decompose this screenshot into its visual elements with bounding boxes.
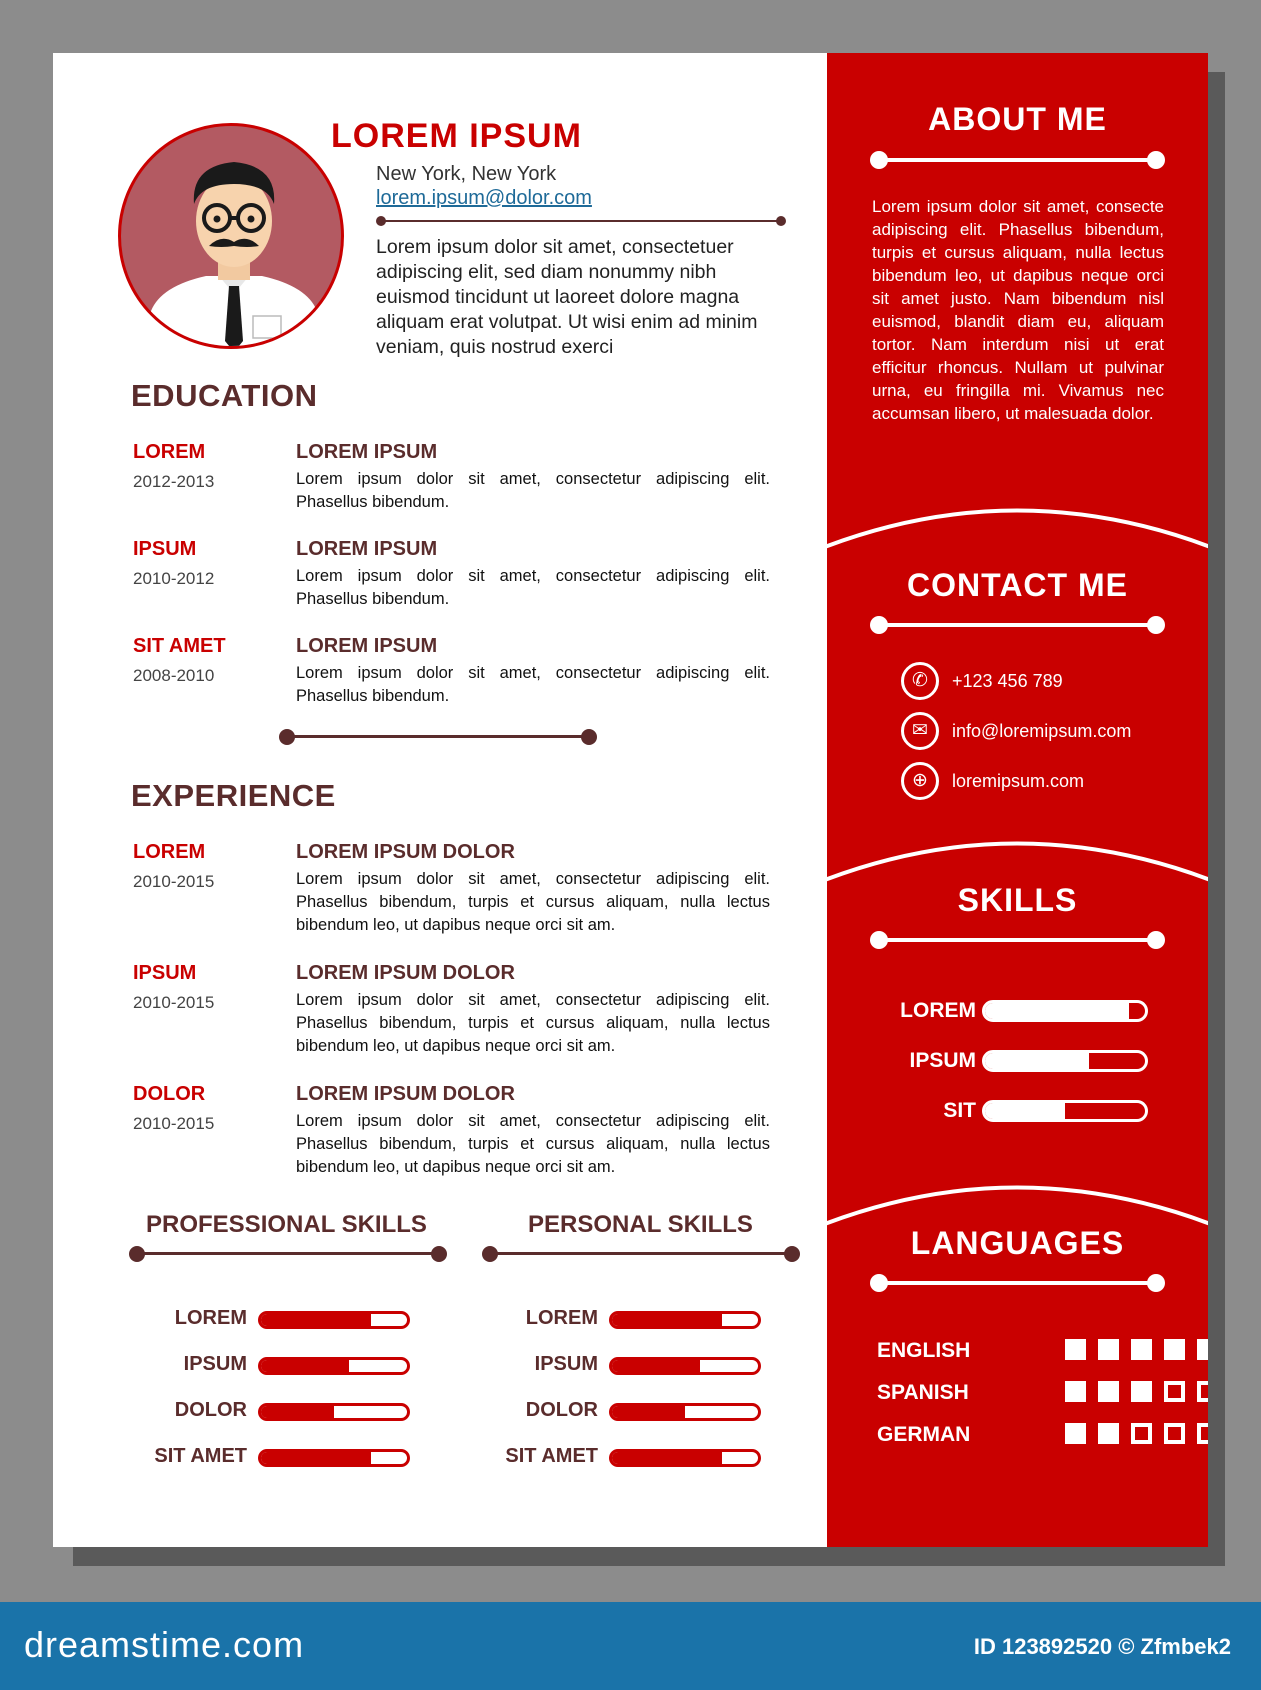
divider-dot [870, 151, 888, 169]
right-column [827, 53, 1208, 1547]
divider-dot [1147, 616, 1165, 634]
about-text: Lorem ipsum dolor sit amet, consecte adipiscing elit. Phasellus bibendum, turpis et cursus aliquam, nulla lectus bibendum leo, ut dapibus neque orci sit amet justo. Nam bibendum nisl euismod, blandit diam eu, aliquam tortor. Nam interdum nisi ut erat efficitur rhoncus. Nullam ut pulvinar urna, eu fringilla mi. Vivamus nec accumsan libero, ut malesuada dolor. [872, 197, 1164, 423]
language-level-box [1131, 1339, 1152, 1360]
entry-text: Lorem ipsum dolor sit amet, consectetur adipiscing elit. Phasellus bibendum, turpis et cursus aliquam, nulla lectus bibendum leo, ut dapibus neque orci sit am. [296, 1112, 770, 1176]
section-divider-dot [581, 729, 597, 745]
divider-dot [1147, 151, 1165, 169]
language-level-box [1098, 1381, 1119, 1402]
language-label: SPANISH [877, 1381, 969, 1404]
skill-bar [609, 1403, 761, 1421]
divider-dot [870, 616, 888, 634]
skill-label: IPSUM [909, 1049, 976, 1072]
entry-title: LOREM IPSUM [296, 441, 438, 463]
footer-bar [0, 1602, 1261, 1690]
language-level-box [1131, 1423, 1152, 1444]
header-divider-dot [776, 216, 786, 226]
skill-label: LOREM [525, 1307, 598, 1329]
section-divider [287, 735, 587, 738]
skill-label: SIT AMET [154, 1445, 247, 1467]
entry-years: 2010-2015 [133, 1114, 215, 1133]
language-level-box [1098, 1423, 1119, 1444]
skill-label: LOREM [900, 999, 976, 1022]
header-divider-dot [376, 216, 386, 226]
skill-bar [982, 1000, 1148, 1022]
personal-skills-divider [490, 1252, 790, 1255]
language-level [1065, 1339, 1208, 1360]
entry-title: LOREM IPSUM DOLOR [296, 962, 515, 984]
entry-title: LOREM IPSUM [296, 635, 438, 657]
contact-title: CONTACT ME [907, 567, 1128, 603]
contact-website[interactable]: loremipsum.com [952, 771, 1085, 791]
experience-entry-meta [133, 841, 283, 892]
divider-dot [431, 1246, 447, 1262]
entry-text: Lorem ipsum dolor sit amet, consectetur adipiscing elit. Phasellus bibendum. [296, 664, 770, 705]
skill-label: LOREM [174, 1307, 247, 1329]
divider-dot [784, 1246, 800, 1262]
entry-years: 2008-2010 [133, 666, 215, 685]
entry-text: Lorem ipsum dolor sit amet, consectetur adipiscing elit. Phasellus bibendum. [296, 470, 770, 511]
skill-bar-fill [261, 1360, 349, 1372]
divider-dot [870, 1274, 888, 1292]
candidate-summary: Lorem ipsum dolor sit amet, consectetuer adipiscing elit, sed diam nonummy nibh euismod tincidunt ut laoreet dolore magna aliquam erat volutpat. Ut wisi enim ad minim veniam, quis nostrud exerci [376, 236, 758, 358]
skill-label: SIT [943, 1099, 976, 1122]
language-level-box [1164, 1423, 1185, 1444]
language-level-box [1098, 1339, 1119, 1360]
skill-label: IPSUM [183, 1353, 247, 1375]
divider-dot [482, 1246, 498, 1262]
skill-label: SIT AMET [505, 1445, 598, 1467]
experience-entry [296, 1083, 770, 1179]
skill-bar [609, 1449, 761, 1467]
phone-icon: ✆ [901, 662, 939, 700]
entry-tag: DOLOR [133, 1083, 206, 1105]
language-level [1065, 1423, 1208, 1444]
globe-icon: ⊕ [901, 762, 939, 800]
skill-bar-fill [612, 1360, 700, 1372]
language-level-box [1197, 1423, 1208, 1444]
arc-divider [827, 826, 1208, 886]
language-level-box [1197, 1381, 1208, 1402]
skill-bar [258, 1449, 410, 1467]
entry-tag: IPSUM [133, 962, 197, 984]
language-label: GERMAN [877, 1423, 971, 1446]
language-level-box [1131, 1381, 1152, 1402]
skill-bar-fill [985, 1003, 1129, 1019]
skill-bar-fill [612, 1406, 685, 1418]
skill-bar-fill [985, 1053, 1089, 1069]
education-entry [296, 538, 770, 611]
education-title: EDUCATION [131, 378, 318, 413]
entry-years: 2010-2012 [133, 569, 215, 588]
entry-tag: SIT AMET [133, 635, 226, 657]
contact-divider [879, 623, 1156, 627]
skill-bar [258, 1311, 410, 1329]
language-level-box [1197, 1339, 1208, 1360]
experience-title: EXPERIENCE [131, 778, 336, 813]
skill-bar-fill [985, 1103, 1065, 1119]
education-entry-meta [133, 441, 283, 492]
languages-divider [879, 1281, 1156, 1285]
candidate-name: LOREM IPSUM [331, 117, 582, 155]
entry-years: 2012-2013 [133, 472, 215, 491]
mail-icon: ✉ [901, 712, 939, 750]
language-level-box [1164, 1381, 1185, 1402]
professional-skills-divider [137, 1252, 437, 1255]
arc-divider [827, 1170, 1208, 1230]
resume-sheet [53, 53, 1208, 1547]
skill-bar-fill [261, 1314, 371, 1326]
entry-tag: LOREM [133, 841, 206, 863]
about-divider [879, 158, 1156, 162]
entry-title: LOREM IPSUM [296, 538, 438, 560]
language-level [1065, 1381, 1208, 1402]
skill-bar [609, 1357, 761, 1375]
footer-image-id: ID 123892520 © Zfmbek2 [973, 1634, 1231, 1659]
footer-brand: dreamstime.com [24, 1624, 305, 1665]
contact-phone[interactable]: +123 456 789 [952, 671, 1063, 691]
skill-bar-fill [612, 1314, 722, 1326]
skill-label: DOLOR [174, 1399, 247, 1421]
entry-years: 2010-2015 [133, 872, 215, 891]
experience-entry [296, 841, 770, 937]
personal-skills-title: PERSONAL SKILLS [528, 1211, 753, 1238]
skill-bar [258, 1357, 410, 1375]
entry-text: Lorem ipsum dolor sit amet, consectetur adipiscing elit. Phasellus bibendum, turpis et cursus aliquam, nulla lectus bibendum leo, ut dapibus neque orci sit am. [296, 991, 770, 1055]
experience-entry [296, 962, 770, 1058]
contact-email[interactable]: info@loremipsum.com [952, 721, 1132, 741]
avatar-illustration [121, 126, 344, 349]
divider-dot [1147, 931, 1165, 949]
education-entry-meta [133, 538, 283, 589]
candidate-location: New York, New York [376, 163, 557, 185]
header-divider [383, 220, 783, 222]
skill-bar [258, 1403, 410, 1421]
skill-bar-fill [612, 1452, 722, 1464]
avatar [118, 123, 344, 349]
left-column [53, 53, 827, 1547]
skill-label: DOLOR [525, 1399, 598, 1421]
entry-title: LOREM IPSUM DOLOR [296, 841, 515, 863]
experience-entry-meta [133, 962, 283, 1013]
skills-title: SKILLS [957, 882, 1078, 918]
entry-text: Lorem ipsum dolor sit amet, consectetur adipiscing elit. Phasellus bibendum. [296, 567, 770, 608]
about-title: ABOUT ME [928, 101, 1107, 137]
language-label: ENGLISH [877, 1339, 971, 1362]
education-entry [296, 635, 770, 708]
entry-tag: LOREM [133, 441, 206, 463]
language-level-box [1065, 1339, 1086, 1360]
arc-divider [827, 493, 1208, 553]
education-entry [296, 441, 770, 514]
divider-dot [870, 931, 888, 949]
language-level-box [1164, 1339, 1185, 1360]
section-divider-dot [279, 729, 295, 745]
skills-divider [879, 938, 1156, 942]
entry-title: LOREM IPSUM DOLOR [296, 1083, 515, 1105]
professional-skills-title: PROFESSIONAL SKILLS [146, 1211, 427, 1238]
entry-text: Lorem ipsum dolor sit amet, consectetur adipiscing elit. Phasellus bibendum, turpis et cursus aliquam, nulla lectus bibendum leo, ut dapibus neque orci sit am. [296, 870, 770, 934]
skill-bar [609, 1311, 761, 1329]
languages-title: LANGUAGES [910, 1225, 1125, 1261]
language-level-box [1065, 1381, 1086, 1402]
skill-bar [982, 1100, 1148, 1122]
skill-bar-fill [261, 1452, 371, 1464]
skill-bar-fill [261, 1406, 334, 1418]
experience-entry-meta [133, 1083, 283, 1134]
candidate-email-link[interactable]: lorem.ipsum@dolor.com [376, 187, 592, 209]
divider-dot [1147, 1274, 1165, 1292]
skill-label: IPSUM [534, 1353, 598, 1375]
divider-dot [129, 1246, 145, 1262]
education-entry-meta [133, 635, 283, 686]
entry-tag: IPSUM [133, 538, 197, 560]
language-level-box [1065, 1423, 1086, 1444]
skill-bar [982, 1050, 1148, 1072]
entry-years: 2010-2015 [133, 993, 215, 1012]
